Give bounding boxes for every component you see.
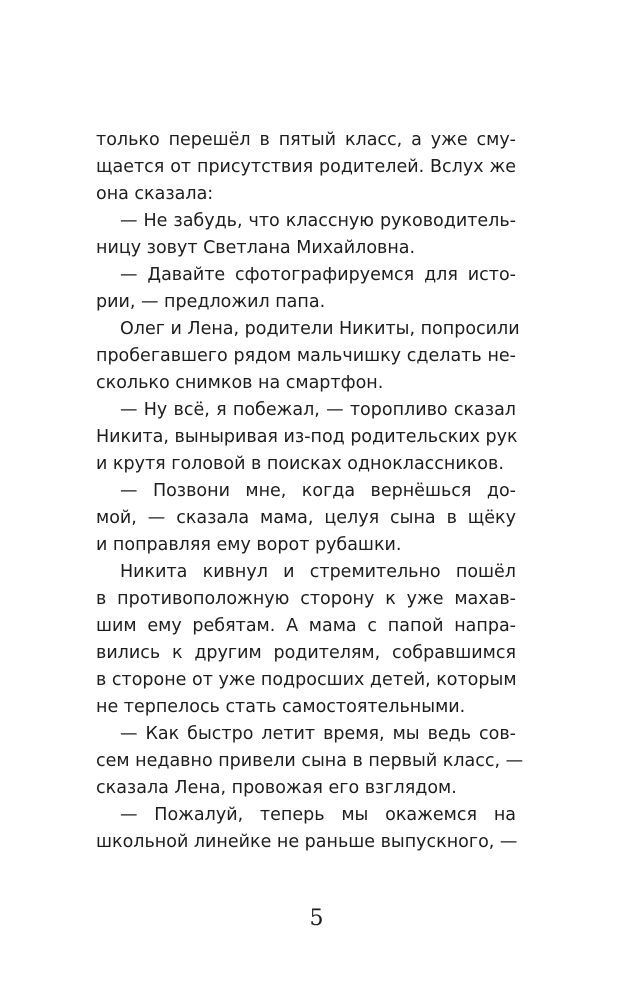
text-line: пробегавшего рядом мальчишку сделать не- bbox=[96, 346, 516, 366]
text-line: щается от присутствия родителей. Вслух же bbox=[96, 157, 516, 177]
text-line: Никита кивнул и стремительно пошёл bbox=[120, 562, 516, 582]
text-line: — Давайте сфотографируемся для исто- bbox=[120, 265, 516, 285]
text-line: вились к другим родителям, собравшимся bbox=[96, 643, 516, 663]
text-line: и крутя головой в поисках одноклассников. bbox=[96, 454, 504, 474]
text-line: не терпелось стать самостоятельными. bbox=[96, 697, 466, 717]
text-line: рии, — предложил папа. bbox=[96, 292, 326, 312]
text-line: она сказала: bbox=[96, 184, 214, 204]
text-line: шим ему ребятам. А мама с папой напра- bbox=[96, 616, 516, 636]
text-line: сем недавно привели сына в первый класс, — bbox=[96, 751, 524, 771]
text-line: — Позвони мне, когда вернёшься до- bbox=[120, 481, 516, 501]
text-line: Никита, выныривая из-под родительских рук bbox=[96, 427, 518, 447]
text-line: школьной линейке не раньше выпускного, — bbox=[96, 832, 518, 852]
text-line: — Пожалуй, теперь мы окажемся на bbox=[120, 805, 516, 825]
text-line: в стороне от уже подросших детей, которым bbox=[96, 670, 517, 690]
text-line: только перешёл в пятый класс, а уже сму- bbox=[96, 130, 516, 150]
text-line: сколько снимков на смартфон. bbox=[96, 373, 384, 393]
text-line: сказала Лена, провожая его взглядом. bbox=[96, 778, 457, 798]
text-line: — Ну всё, я побежал, — торопливо сказал bbox=[120, 400, 516, 420]
body-text bbox=[96, 127, 524, 856]
text-line: ницу зовут Светлана Михайловна. bbox=[96, 238, 416, 258]
text-line: мой, — сказала мама, целуя сына в щёку bbox=[96, 508, 516, 528]
text-line: Олег и Лена, родители Никиты, попросили bbox=[120, 319, 520, 339]
text-line: и поправляя ему ворот рубашки. bbox=[96, 535, 402, 555]
text-line: в противоположную сторону к уже махав- bbox=[96, 589, 516, 609]
page-number: 5 bbox=[309, 906, 324, 931]
text-line: — Не забудь, что классную руководитель- bbox=[120, 211, 516, 231]
text-line: — Как быстро летит время, мы ведь сов- bbox=[120, 724, 516, 744]
